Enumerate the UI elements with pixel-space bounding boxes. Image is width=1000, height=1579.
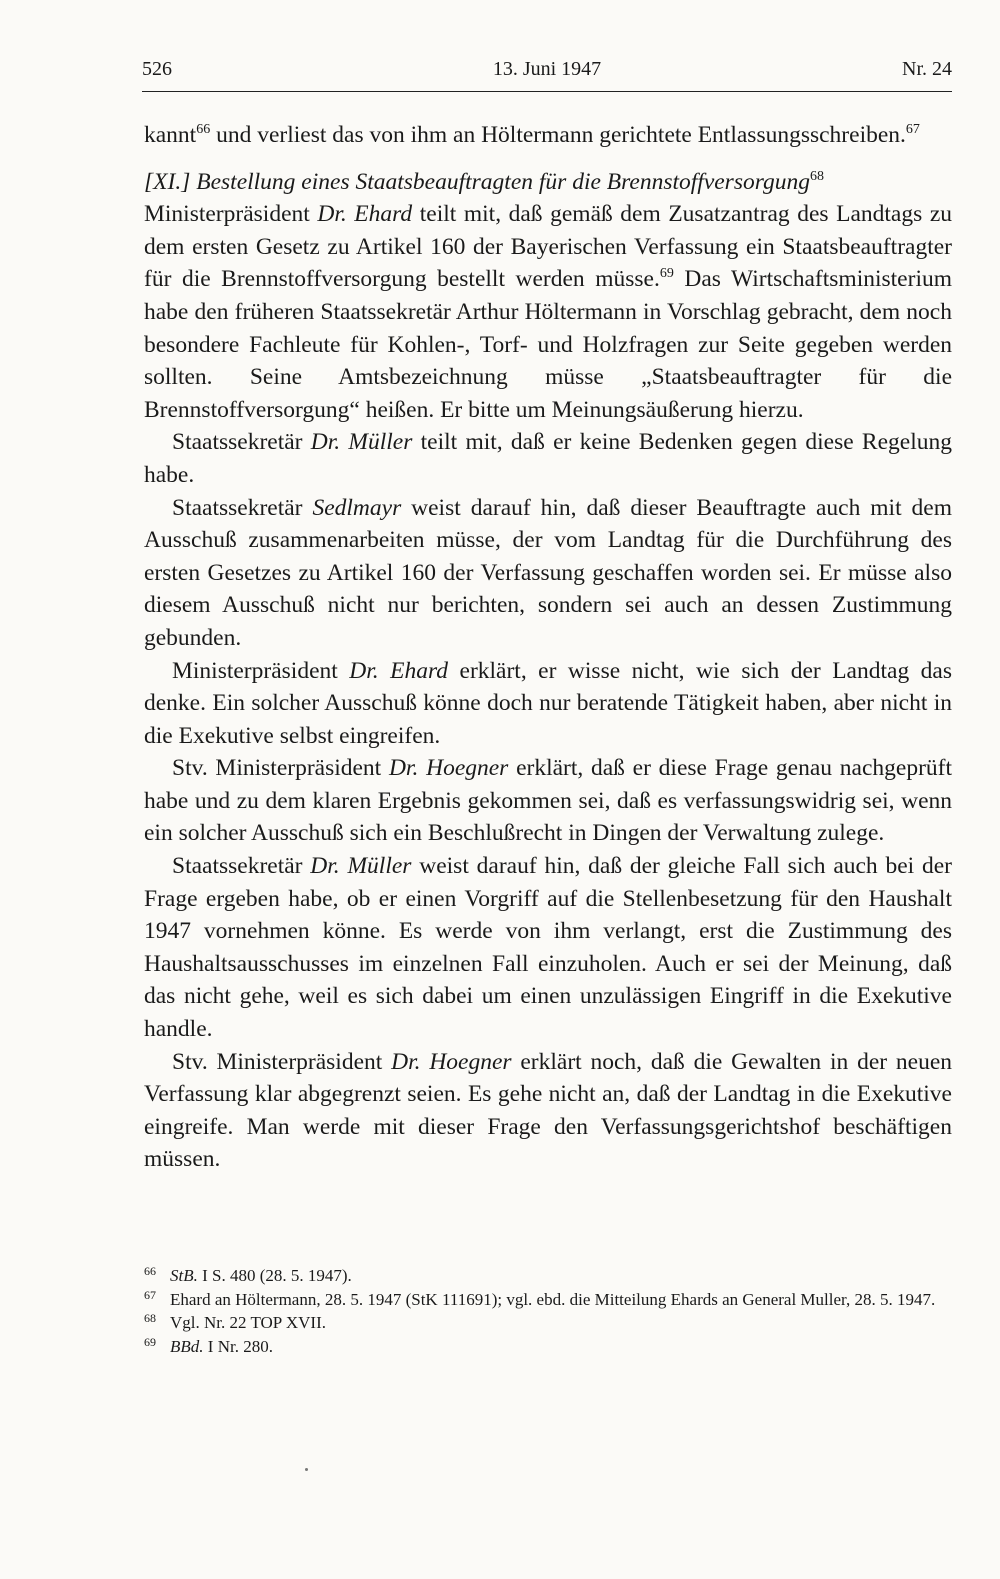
page-header — [142, 58, 952, 88]
document-number: Nr. 24 — [902, 58, 952, 80]
speaker-name: Hoegner — [429, 1048, 512, 1075]
speck-mark — [305, 1468, 308, 1471]
footnote-ref-68: 68 — [810, 168, 824, 184]
paragraph-sedlmayr: Staatssekretär Sedlmayr weist darauf hin, daß dieser Beauftragte auch mit dem Ausschuß zusammenarbeiten müsse, der vom Landtag für die Durchführung des ersten Gesetzes zu Artikel 160 der Verfassung geschaffen worden sei. Er müsse also diesem Ausschuß nicht nur berichten, sondern sei auch an dessen Zustimmung gebunden. — [144, 494, 952, 651]
paragraph-continuation: kannt$^{66}$ und verliest das von ihm an Höltermann gerichtete Entlassungsschreiben.$^{67}$ — [144, 122, 920, 148]
footnote-66: 66 StB. I S. 480 (28. 5. 1947). — [144, 1264, 352, 1285]
paragraph-mueller-2: Staatssekretär Dr. Müller weist darauf hin, daß der gleiche Fall sich auch bei der Frage ergeben habe, ob er einen Vorgriff auf die Stellenbesetzung für den Haushalt 1947 vornehmen könne. Es werde von ihm verlangt, erst die Zustimmung des Haushaltsausschusses im einzelnen Fall einzuholen. Auch er sei der Meinung, daß das nicht gehe, weil es sich dabei um einen unzulässigen Eingriff in die Exekutive handle. — [144, 853, 952, 1043]
header-date: 13. Juni 1947 — [492, 58, 602, 80]
header-rule — [142, 91, 952, 92]
footnote-ref-69: 69 — [659, 266, 674, 282]
paragraph-mueller-1: Staatssekretär Dr. Müller teilt mit, daß er keine Bedenken gegen diese Regelung habe. — [144, 429, 952, 488]
speaker-name: Ehard — [354, 201, 413, 228]
footnote-69: 69 BBd. I Nr. 280. — [144, 1334, 273, 1356]
paragraph-hoegner-1: Stv. Ministerpräsident Dr. Hoegner erklärt, daß er diese Frage genau nachgeprüft habe und zu dem klaren Ergebnis gekommen sei, daß es verfassungswidrig sei, wenn ein solcher Ausschuß sich ein Beschlußrecht in Dingen der Verwaltung zulege. — [144, 755, 952, 847]
body-text — [144, 119, 952, 1176]
footnote-68: 68 Vgl. Nr. 22 TOP XVII. — [144, 1311, 326, 1332]
footnote-ref-66: 66 — [196, 122, 211, 137]
speaker-name: Hoegner — [426, 755, 509, 782]
agenda-item-number: [XI.] — [144, 168, 191, 195]
page-number: 526 — [142, 58, 172, 80]
speaker-name: Müller — [348, 429, 413, 456]
agenda-item-title: Bestellung eines Staatsbeauftragten für die Brennstoffversorgung — [196, 168, 810, 195]
agenda-item-heading — [144, 166, 952, 199]
speaker-name: Sedlmayr — [312, 494, 402, 521]
paragraph-ehard-2: Ministerpräsident Dr. Ehard erklärt, er wisse nicht, wie sich der Landtag das denke. Ein solcher Ausschuß könne doch nur beratende Tätigkeit haben, aber nicht in die Exekutive selbst eingreifen. — [144, 657, 952, 749]
footnotes — [144, 1264, 952, 1358]
footnote-ref-67: 67 — [905, 122, 920, 137]
paragraph-ehard-1: Ministerpräsident Dr. Ehard teilt mit, daß gemäß dem Zusatzantrag des Landtags zu dem ersten Gesetz zu Artikel 160 der Bayerischen Verfassung ein Staatsbeauftragter für die Brennstoffversorgung bestellt werden müsse.$^{69}$ Das Wirtschaftsministerium habe den früheren Staatssekretär Arthur Höltermann in Vorschlag gebracht, dem noch besondere Fachleute für Kohlen-, Torf- und Holzfragen zur Seite gegeben werden sollten. Seine Amtsbezeichnung müsse „Staatsbeauftragter für die Brennstoffversorgung“ heißen. Er bitte um Meinungsäußerung hierzu. — [144, 201, 953, 423]
paragraph-hoegner-2: Stv. Ministerpräsident Dr. Hoegner erklärt noch, daß die Gewalten in der neuen Verfassung klar abgegrenzt seien. Es gehe nicht an, daß der Landtag in die Exekutive eingreife. Man werde mit dieser Frage den Verfassungsgerichtshof beschäftigen müssen. — [144, 1048, 952, 1173]
speaker-name: Ehard — [390, 657, 449, 684]
speaker-name: Müller — [347, 853, 412, 880]
footnote-67: 67 Ehard an Höltermann, 28. 5. 1947 (StK 111691); vgl. ebd. die Mitteilung Ehards an General Muller, 28. 5. 1947. — [144, 1287, 936, 1309]
